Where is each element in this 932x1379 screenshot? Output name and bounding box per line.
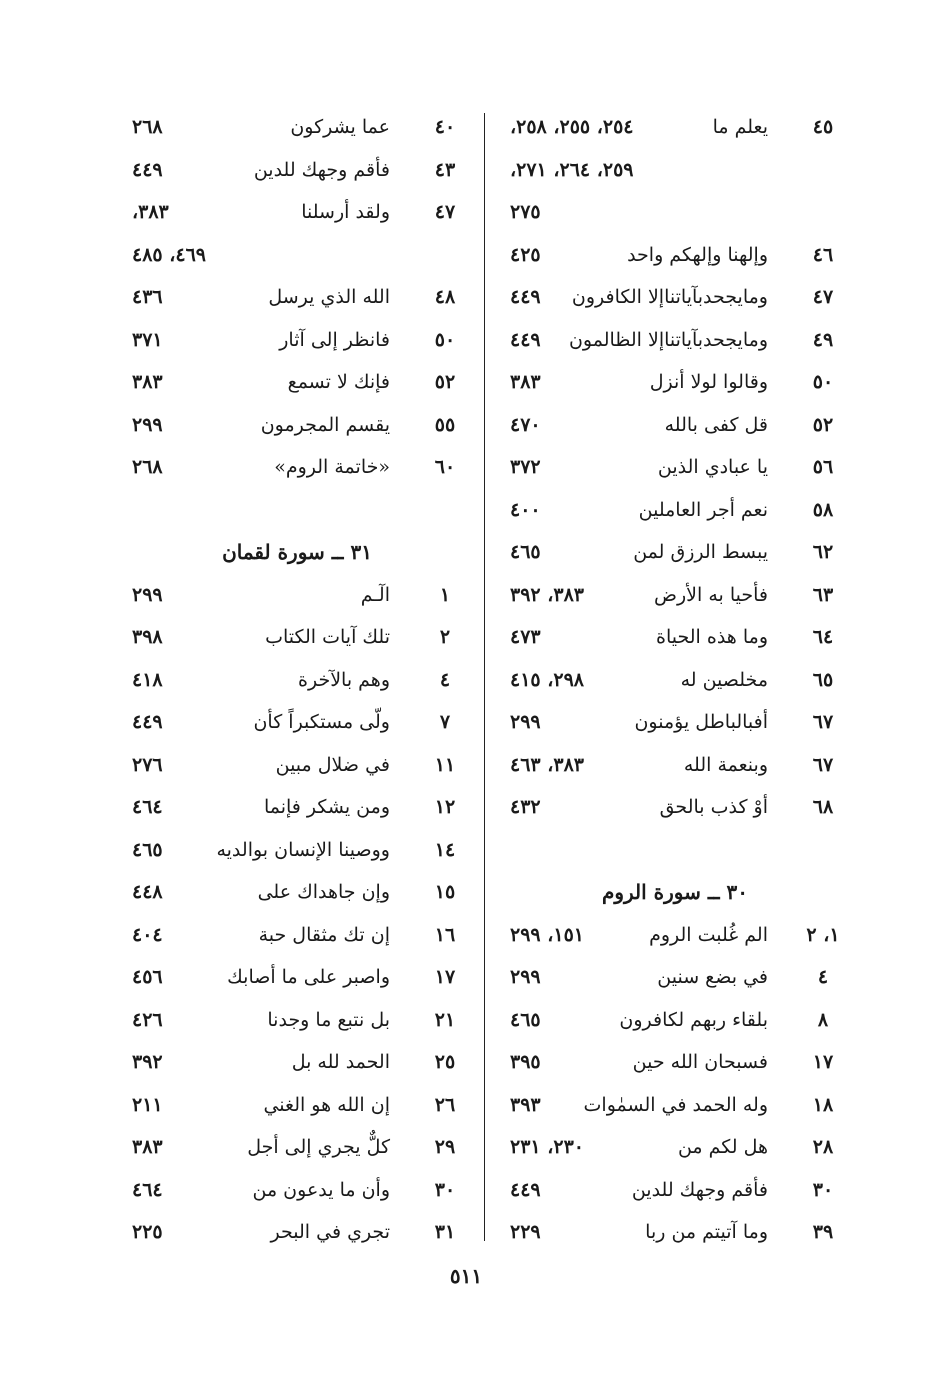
index-entry [132,616,462,659]
index-entry [510,1041,840,1084]
verse-phrase: فسبحان الله حين [632,1051,768,1073]
verse-phrase: فإنك لا تسمع [287,371,390,393]
verse-number: ٦٢ [812,541,834,563]
verse-number: ٥٥ [434,413,456,436]
page-references: ٢٥٩، ٢٦٤، ٢٧١، [510,158,634,181]
index-entry [132,871,462,914]
verse-number: ٦٤ [812,626,834,648]
index-entry [132,276,462,319]
page-references: ٤٠٠ [510,498,541,521]
page-references: ٤٣٦ [132,286,163,308]
verse-number: ١٧ [434,966,456,988]
verse-phrase: ومن يشكر فإنما [263,796,390,818]
verse-phrase: ووصينا الإنسان بوالديه [216,838,390,861]
verse-number: ١٢ [434,796,456,818]
verse-number: ٤٣ [434,158,456,181]
page-references: ٢٢٥ [132,1221,163,1243]
page-references: ٤٤٩ [132,711,163,733]
verse-number: ٥٦ [812,456,834,478]
verse-phrase: في ضلال مبين [275,753,390,776]
index-entry [132,1211,462,1254]
verse-phrase: أفبالباطل يؤمنون [634,711,768,733]
page-references: ٢١١ [132,1093,163,1116]
index-entry [132,191,462,234]
index-entry [132,1041,462,1084]
verse-number: ١١ [434,753,456,776]
page-references: ٤٥٦ [132,966,163,988]
verse-number: ٤٨ [434,286,456,308]
index-entry [132,956,462,999]
verse-phrase: وهم بالآخرة [298,668,390,691]
verse-phrase: وما هذه الحياة [656,626,768,648]
index-entry [132,404,462,447]
verse-number: ٣٠ [434,1178,456,1201]
verse-number: ٦٧ [812,711,834,733]
page-references: ٢٢٩ [510,1221,541,1243]
verse-phrase: يقسم المجرمون [260,413,390,436]
page-references: ٢٩٩ [510,966,541,988]
surah-heading: ٣١ ــ سورة لقمان [222,540,372,564]
page-references: ٢٣٠، ٢٣١ [510,1136,584,1158]
page-references: ٣٨٣ [132,1136,163,1158]
verse-number: ٣٠ [812,1178,834,1201]
verse-number: ٦٧ [812,753,834,776]
verse-phrase: وإلهنا وإلهكم واحد [627,243,768,266]
blank-line [132,489,462,532]
page-references: ٣٨٣ [132,371,163,393]
verse-phrase: واصبر على ما أصابك [227,966,390,988]
verse-number: ٤ [817,966,829,988]
verse-phrase: إن الله هو الغني [263,1093,390,1116]
verse-phrase: عما يشركون [290,116,390,138]
verse-phrase: ولّى مستكبراً كأن [253,711,390,733]
page-references: ٤٠٤ [132,923,163,946]
page-references: ٤٦٤ [132,796,163,818]
verse-number: ٥٠ [434,328,456,351]
verse-phrase: تجري في البحر [270,1221,390,1243]
page-references: ٣٩٥ [510,1051,541,1073]
verse-number: ٥٨ [812,498,834,521]
verse-phrase: تلك آيات الكتاب [265,626,390,648]
verse-phrase: فانظر إلى آثار [279,328,390,351]
verse-phrase: ولقد أرسلنا [301,201,390,223]
page-references: ٢٧٥ [510,201,541,223]
verse-number: ٦٣ [812,583,834,606]
page-references: ٢٩٨، ٤١٥ [510,668,584,691]
verse-number: ٤٧ [812,286,834,308]
page-references: ٢٧٦ [132,753,163,776]
verse-number: ١ [439,583,451,606]
index-entry [510,446,840,489]
index-entry [132,914,462,957]
verse-phrase: بل نتبع ما وجدنا [267,1008,390,1031]
verse-number: ٣٩ [812,1221,834,1243]
index-entry [132,234,462,277]
page-references: ٤١٨ [132,668,163,691]
verse-number: ٢٩ [434,1136,456,1158]
verse-number: ٦٠ [434,456,456,478]
index-entry [510,319,840,362]
index-entry [132,1169,462,1212]
page-references: ٤٤٩ [132,158,163,181]
verse-number: ٧ [439,711,451,733]
page-references: ٤٧٣ [510,626,541,648]
page-references: ٢٥٤، ٢٥٥، ٢٥٨، [510,116,634,138]
index-entry [510,1126,840,1169]
page-references: ٢٩٩ [132,583,163,606]
verse-number: ٦٨ [812,796,834,818]
index-entry [510,1084,840,1127]
verse-number: ١، ٢ [806,923,840,946]
verse-phrase: وإن جاهداك على [257,881,390,903]
index-entry [510,361,840,404]
verse-phrase: وبنعمة الله [683,753,768,776]
verse-number: ٥٢ [434,371,456,393]
verse-number: ١٧ [812,1051,834,1073]
verse-number: ٢٨ [812,1136,834,1158]
verse-number: ٤٥ [812,116,834,138]
verse-number: ٢٥ [434,1051,456,1073]
index-entry [510,744,840,787]
surah-heading: ٣٠ ــ سورة الروم [601,880,749,904]
verse-phrase: وقالوا لولا أنزل [649,371,768,393]
verse-number: ١٥ [434,881,456,903]
verse-number: ٢٦ [434,1093,456,1116]
index-entry [132,829,462,872]
verse-number: ٤٦ [812,243,834,266]
index-entry [510,404,840,447]
index-entry [510,914,840,957]
index-entry [510,489,840,532]
index-entry [510,574,840,617]
verse-phrase: يا عبادي الذين [657,456,768,478]
verse-phrase: بلقاء ربهم لكافرون [619,1008,768,1031]
verse-phrase: كلٌّ يجري إلى أجل [247,1136,390,1158]
page-references: ٣٩٢ [132,1051,163,1073]
verse-phrase: مخلصين له [680,668,768,691]
verse-phrase: إن تك مثقال حبة [258,923,390,946]
page-references: ٤٦٤ [132,1178,163,1201]
page-references: ٣٧١ [132,328,163,351]
index-entry [510,616,840,659]
verse-phrase: وما آتيتم من ربا [645,1221,768,1243]
verse-phrase: وله الحمد في السمٰوات [583,1093,768,1116]
verse-phrase: في بضع سنين [657,966,768,988]
index-entry [510,276,840,319]
index-entry [132,149,462,192]
left-index-column [132,106,462,1254]
verse-number: ١٤ [434,838,456,861]
page-references: ٣٨٣، [132,201,169,223]
index-entry [510,999,840,1042]
index-entry [510,786,840,829]
index-entry [510,956,840,999]
verse-phrase: «خاتمة الروم» [274,456,390,478]
index-entry [132,744,462,787]
verse-number: ٤٧ [434,201,456,223]
verse-number: ١٦ [434,923,456,946]
verse-number: ٣١ [434,1221,456,1243]
page-references: ٣٨٣، ٣٩٢ [510,583,584,606]
column-divider [484,113,485,1241]
verse-phrase: نعم أجر العاملين [638,498,768,521]
page-references: ٣٨٣ [510,371,541,393]
page-references: ٤٦٩، ٤٨٥ [132,243,206,266]
index-entry [132,1084,462,1127]
page-number: ٥١١ [449,1264,483,1288]
verse-number: ٢١ [434,1008,456,1031]
page-references: ٤٦٥ [510,1008,541,1031]
page-references: ٤٦٥ [132,838,163,861]
verse-number: ٤ [439,668,451,691]
index-entry [132,319,462,362]
page-references: ٤٤٨ [132,881,163,903]
index-entry [510,701,840,744]
verse-number: ٥٠ [812,371,834,393]
index-entry [132,574,462,617]
index-entry [132,999,462,1042]
page-references: ٣٨٣، ٤٦٣ [510,753,584,776]
verse-phrase: الٓـم [360,583,390,606]
page-references: ٤٤٩ [510,1178,541,1201]
page-references: ٣٧٢ [510,456,541,478]
verse-phrase: الله الذي يرسل [268,286,390,308]
verse-phrase: وأن ما يدعون من [252,1178,390,1201]
page-references: ٤٣٢ [510,796,541,818]
verse-number: ٦٥ [812,668,834,691]
verse-phrase: قل كفى بالله [664,413,768,436]
verse-phrase: هل لكم من [677,1136,768,1158]
page-references: ٤٧٠ [510,413,541,436]
verse-number: ١٨ [812,1093,834,1116]
page-references: ٤٢٥ [510,243,541,266]
page-references: ٤٢٦ [132,1008,163,1031]
index-entry [510,191,840,234]
index-entry [132,786,462,829]
page-references: ٣٩٨ [132,626,163,648]
page-references: ٢٦٨ [132,456,163,478]
page-references: ٤٤٩ [510,286,541,308]
verse-phrase: فأحيا به الأرض [654,583,768,606]
verse-phrase: الم غُلبت الروم [649,923,768,946]
verse-phrase: ومايجحدبآياتناإلا الظالمون [568,328,768,351]
index-entry [132,106,462,149]
index-entry [132,446,462,489]
index-entry [132,361,462,404]
index-entry [510,149,840,192]
index-entry [510,1211,840,1254]
index-entry [132,701,462,744]
verse-number: ٨ [817,1008,829,1031]
verse-phrase: ومايجحدبآياتناإلا الكافرون [571,286,768,308]
index-entry [510,106,840,149]
verse-phrase: الحمد لله بل [291,1051,390,1073]
verse-phrase: يعلم ما [712,116,768,138]
page-references: ٢٩٩ [132,413,163,436]
page-references: ٣٩٣ [510,1093,541,1116]
verse-phrase: يبسط الرزق لمن [633,541,768,563]
verse-phrase: أوْ كذب بالحق [659,796,768,818]
right-index-column [510,106,840,1254]
page-references: ٤٤٩ [510,328,541,351]
page-references: ١٥١، ٢٩٩ [510,923,584,946]
page-references: ٢٦٨ [132,116,163,138]
index-entry [132,1126,462,1169]
blank-line [510,829,840,872]
index-entry [510,1169,840,1212]
index-entry [510,531,840,574]
index-entry [132,659,462,702]
verse-number: ٥٢ [812,413,834,436]
page-references: ٤٦٥ [510,541,541,563]
index-entry [510,659,840,702]
verse-number: ٤٠ [434,116,456,138]
verse-number: ٢ [439,626,451,648]
index-entry [510,234,840,277]
verse-number: ٤٩ [812,328,834,351]
verse-phrase: فأقم وجهك للدين [253,158,390,181]
page-references: ٢٩٩ [510,711,541,733]
verse-phrase: فأقم وجهك للدين [631,1178,768,1201]
